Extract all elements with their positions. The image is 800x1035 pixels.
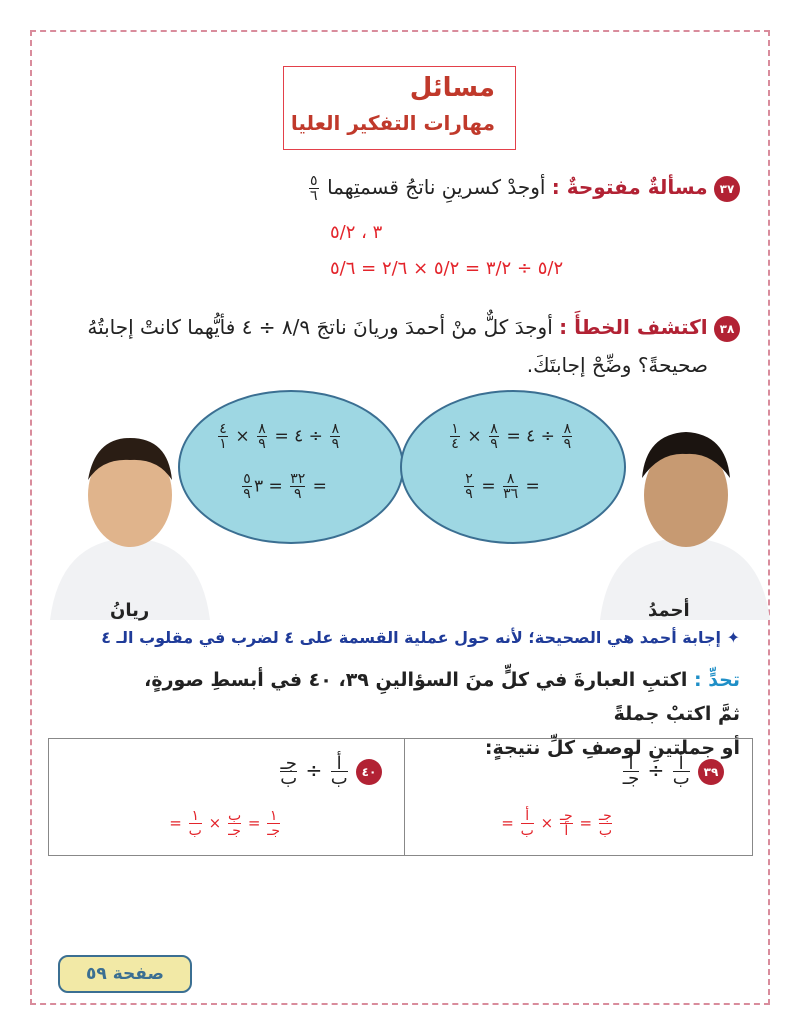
question-40-expression: ٤٠ $\frac{\text{أ}}{\text{ب}}$ ÷ $\frac{\text{جـ}}{\text{ب}}$ [278, 757, 382, 786]
challenge-text-line2: أو جملتينِ لوصفِ كلِّ نتيجةٍ: [484, 737, 740, 759]
ahmed-photo [600, 420, 770, 620]
section-subtitle: مهارات التفكير العليا [290, 111, 495, 135]
question-39-cell [399, 747, 744, 847]
question-text: أوجدْ كسرينِ ناتجُ قسمتِهما [327, 175, 546, 199]
question-number-badge: ٤٠ [356, 759, 382, 785]
answer-note: ✦ إجابة أحمد هي الصحيحة؛ لأنه حول عملية القسمة على ٤ لضرب في مقلوب الـ ٤ [101, 628, 740, 647]
question-39-answer: $\frac{\text{جـ}}{\text{ب}}$ = $\frac{\text{جـ}}{\text{أ}}$ × $\frac{\text{أ}}{\text{ب}}$ = [501, 808, 612, 839]
section-title: مسائل [409, 73, 495, 103]
rayan-speech-bubble [178, 390, 404, 544]
page-number: صفحة ٥٩ [58, 955, 192, 993]
ahmed-speech-bubble [400, 390, 626, 544]
fraction-5-6: $\frac{٥}{٦}$ [309, 173, 318, 204]
question-39-expression: ٣٩ $\frac{\text{أ}}{\text{ب}}$ ÷ $\frac{\text{أ}}{\text{جـ}}$ [621, 757, 724, 786]
question-40-answer: $\frac{١}{\text{جـ}}$ = $\frac{\text{ب}}{\text{جـ}}$ × $\frac{١}{\text{ب}}$ = [169, 808, 280, 839]
question-keyword: اكتشف الخطأَ : [559, 315, 708, 339]
ahmed-name: أحمدُ [648, 600, 690, 621]
question-38 [87, 312, 740, 342]
ahmed-work-line2: = $\frac{٨}{٣٦}$ = $\frac{٢}{٩}$ [465, 471, 540, 502]
ahmed-work-line1: $\frac{٨}{٩}$ ÷ ٤ = $\frac{٨}{٩}$ × $\frac{١}{٤}$ [451, 421, 572, 452]
section-title-box [283, 66, 516, 150]
question-keyword: مسألةٌ مفتوحةٌ : [551, 175, 708, 199]
rayan-photo [50, 420, 210, 620]
question-text: أوجدَ كلٌّ منْ أحمدَ وريانَ ناتجَ ٨/٩ ÷ ٤ فأيُّهما كانتْ إجابتُهُ [87, 315, 553, 339]
challenge-text: اكتبِ العبارةَ في كلٍّ منَ السؤالينِ ٣٩، ٤٠ في أبسطِ صورةٍ، ثمَّ اكتبْ جملةً [144, 669, 740, 725]
question-37 [307, 172, 740, 203]
rayan-name: ريانُ [110, 600, 150, 621]
question-number-badge: ٣٩ [698, 759, 724, 785]
rayan-work-line1: $\frac{٨}{٩}$ ÷ ٤ = $\frac{٨}{٩}$ × $\frac{٤}{١}$ [219, 421, 340, 452]
q37-answer-line1: ٣ ، ٥/٢ [330, 222, 383, 243]
question-38-line2: صحيحةً؟ وضِّحْ إجابتَكَ. [526, 353, 708, 377]
exercise-boxes [48, 738, 753, 856]
q37-answer-line2: ٥/٢ ÷ ٣/٢ = ٥/٢ × ٢/٦ = ٥/٦ [330, 258, 564, 279]
rayan-work-line2: = $\frac{٣٢}{٩}$ = ٣ $\frac{٥}{٩}$ [243, 471, 327, 502]
question-number-badge: ٣٧ [714, 176, 740, 202]
challenge-keyword: تحدٍّ : [693, 669, 740, 691]
question-number-badge: ٣٨ [714, 316, 740, 342]
question-40-cell [57, 747, 402, 847]
